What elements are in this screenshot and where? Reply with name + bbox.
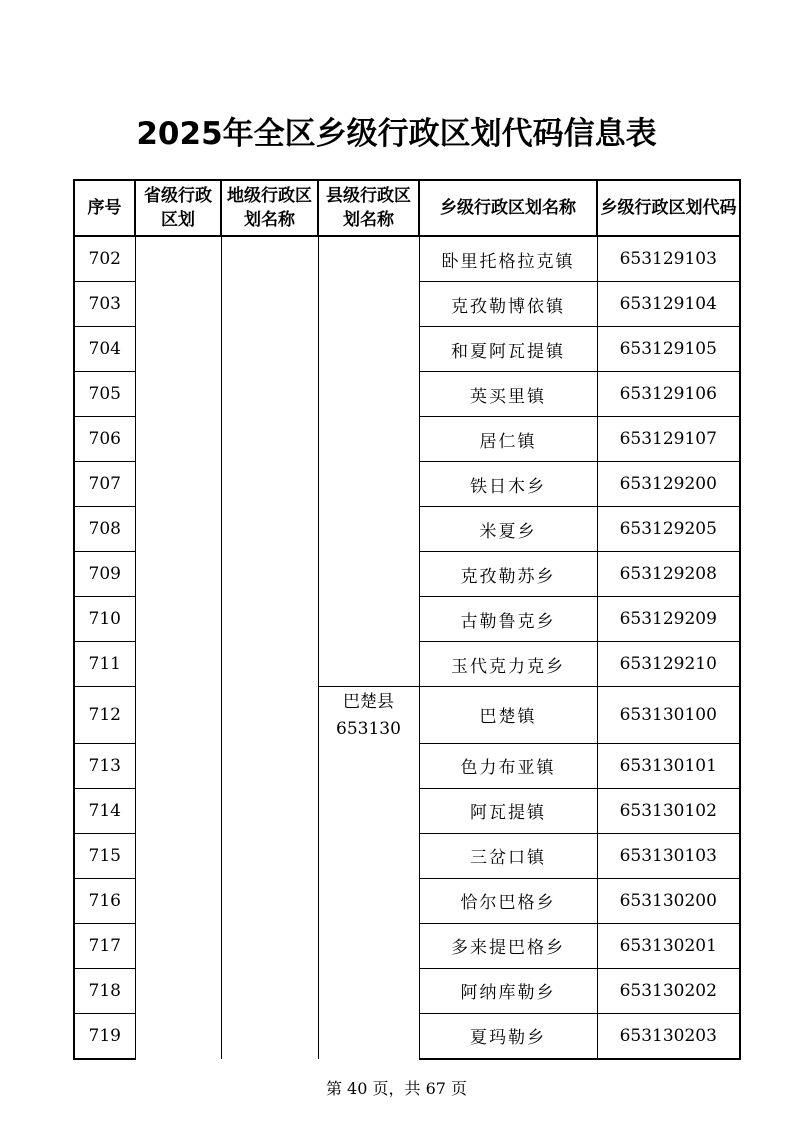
serial-cell: 718 (74, 968, 135, 1013)
province-cell (135, 833, 221, 878)
county-cell (318, 372, 419, 417)
township-name-cell: 英买里镇 (419, 372, 597, 417)
prefecture-cell (221, 788, 318, 833)
table-row (74, 597, 740, 642)
township-name-cell: 阿纳库勒乡 (419, 968, 597, 1013)
county-cell (318, 687, 419, 744)
county-cell (318, 968, 419, 1013)
province-cell (135, 552, 221, 597)
page-footer: 第 40 页，共 67 页 (325, 1079, 468, 1098)
township-code-cell: 653129103 (597, 236, 740, 282)
prefecture-cell (221, 552, 318, 597)
document-title: 2025年全区乡级行政区划代码信息表 (136, 116, 657, 152)
township-code-cell: 653129107 (597, 417, 740, 462)
table-row (74, 507, 740, 552)
township-name-cell: 阿瓦提镇 (419, 788, 597, 833)
serial-cell: 710 (74, 597, 135, 642)
county-cell (318, 597, 419, 642)
header-township-code: 乡级行政区划代码 (597, 180, 740, 236)
township-code-cell: 653130102 (597, 788, 740, 833)
serial-cell: 717 (74, 923, 135, 968)
county-cell (318, 552, 419, 597)
prefecture-cell (221, 687, 318, 744)
serial-cell: 714 (74, 788, 135, 833)
table-row (74, 968, 740, 1013)
serial-cell: 706 (74, 417, 135, 462)
table-row (74, 788, 740, 833)
table-row (74, 372, 740, 417)
prefecture-cell (221, 833, 318, 878)
county-cell (318, 878, 419, 923)
province-cell (135, 462, 221, 507)
township-code-cell: 653130201 (597, 923, 740, 968)
township-code-cell: 653129210 (597, 642, 740, 687)
header-prefecture: 地级行政区划名称 (221, 180, 318, 236)
serial-cell: 716 (74, 878, 135, 923)
county-cell (318, 788, 419, 833)
township-name-cell: 和夏阿瓦提镇 (419, 327, 597, 372)
county-cell (318, 327, 419, 372)
table-row (74, 327, 740, 372)
province-cell (135, 327, 221, 372)
county-cell (318, 507, 419, 552)
serial-cell: 707 (74, 462, 135, 507)
province-cell (135, 687, 221, 744)
township-name-cell: 色力布亚镇 (419, 743, 597, 788)
township-name-cell: 玉代克力克乡 (419, 642, 597, 687)
county-cell (318, 236, 419, 282)
table-row (74, 236, 740, 282)
header-serial: 序号 (74, 180, 135, 236)
township-code-cell: 653130202 (597, 968, 740, 1013)
table-row (74, 282, 740, 327)
table-row (74, 1013, 740, 1059)
province-cell (135, 236, 221, 282)
township-code-cell: 653129208 (597, 552, 740, 597)
table-row (74, 552, 740, 597)
prefecture-cell (221, 968, 318, 1013)
prefecture-cell (221, 642, 318, 687)
township-code-cell: 653129209 (597, 597, 740, 642)
prefecture-cell (221, 597, 318, 642)
province-cell (135, 597, 221, 642)
serial-cell: 702 (74, 236, 135, 282)
province-cell (135, 282, 221, 327)
township-code-cell: 653130100 (597, 687, 740, 744)
county-code: 653130 (336, 719, 401, 739)
county-cell (318, 1013, 419, 1059)
township-name-cell: 夏玛勒乡 (419, 1013, 597, 1059)
province-cell (135, 788, 221, 833)
province-cell (135, 642, 221, 687)
township-name-cell: 巴楚镇 (419, 687, 597, 744)
table-row (74, 923, 740, 968)
table-row (74, 642, 740, 687)
prefecture-cell (221, 282, 318, 327)
county-cell (318, 282, 419, 327)
prefecture-cell (221, 743, 318, 788)
township-name-cell: 米夏乡 (419, 507, 597, 552)
table-row (74, 833, 740, 878)
county-cell (318, 642, 419, 687)
province-cell (135, 417, 221, 462)
province-cell (135, 507, 221, 552)
serial-cell: 713 (74, 743, 135, 788)
serial-cell: 704 (74, 327, 135, 372)
province-cell (135, 878, 221, 923)
division-code-table (73, 179, 741, 1060)
township-code-cell: 653129106 (597, 372, 740, 417)
serial-cell: 711 (74, 642, 135, 687)
prefecture-cell (221, 372, 318, 417)
province-cell (135, 923, 221, 968)
township-name-cell: 多来提巴格乡 (419, 923, 597, 968)
county-cell (318, 462, 419, 507)
prefecture-cell (221, 923, 318, 968)
township-code-cell: 653130200 (597, 878, 740, 923)
table-header-row (74, 180, 740, 236)
township-code-cell: 653130103 (597, 833, 740, 878)
serial-cell: 712 (74, 687, 135, 744)
prefecture-cell (221, 1013, 318, 1059)
table-row (74, 743, 740, 788)
township-name-cell: 古勒鲁克乡 (419, 597, 597, 642)
township-name-cell: 恰尔巴格乡 (419, 878, 597, 923)
county-cell (318, 417, 419, 462)
township-code-cell: 653130203 (597, 1013, 740, 1059)
serial-cell: 703 (74, 282, 135, 327)
county-name: 巴楚县 (343, 692, 394, 712)
province-cell (135, 1013, 221, 1059)
prefecture-cell (221, 417, 318, 462)
prefecture-cell (221, 878, 318, 923)
township-name-cell: 卧里托格拉克镇 (419, 236, 597, 282)
prefecture-cell (221, 462, 318, 507)
province-cell (135, 968, 221, 1013)
serial-cell: 719 (74, 1013, 135, 1059)
township-code-cell: 653129105 (597, 327, 740, 372)
table-row (74, 687, 740, 744)
province-cell (135, 372, 221, 417)
township-name-cell: 三岔口镇 (419, 833, 597, 878)
prefecture-cell (221, 327, 318, 372)
township-name-cell: 克孜勒苏乡 (419, 552, 597, 597)
serial-cell: 705 (74, 372, 135, 417)
header-province: 省级行政区划 (135, 180, 221, 236)
province-cell (135, 743, 221, 788)
county-cell (318, 833, 419, 878)
township-name-cell: 克孜勒博依镇 (419, 282, 597, 327)
header-township-name: 乡级行政区划名称 (419, 180, 597, 236)
township-code-cell: 653129200 (597, 462, 740, 507)
county-cell (318, 923, 419, 968)
township-code-cell: 653129104 (597, 282, 740, 327)
township-code-cell: 653129205 (597, 507, 740, 552)
prefecture-cell (221, 507, 318, 552)
serial-cell: 709 (74, 552, 135, 597)
serial-cell: 715 (74, 833, 135, 878)
header-county: 县级行政区划名称 (318, 180, 419, 236)
table-row (74, 878, 740, 923)
table-row (74, 462, 740, 507)
serial-cell: 708 (74, 507, 135, 552)
table-body (74, 236, 740, 1059)
prefecture-cell (221, 236, 318, 282)
township-name-cell: 铁日木乡 (419, 462, 597, 507)
township-code-cell: 653130101 (597, 743, 740, 788)
township-name-cell: 居仁镇 (419, 417, 597, 462)
county-cell (318, 743, 419, 788)
table-row (74, 417, 740, 462)
